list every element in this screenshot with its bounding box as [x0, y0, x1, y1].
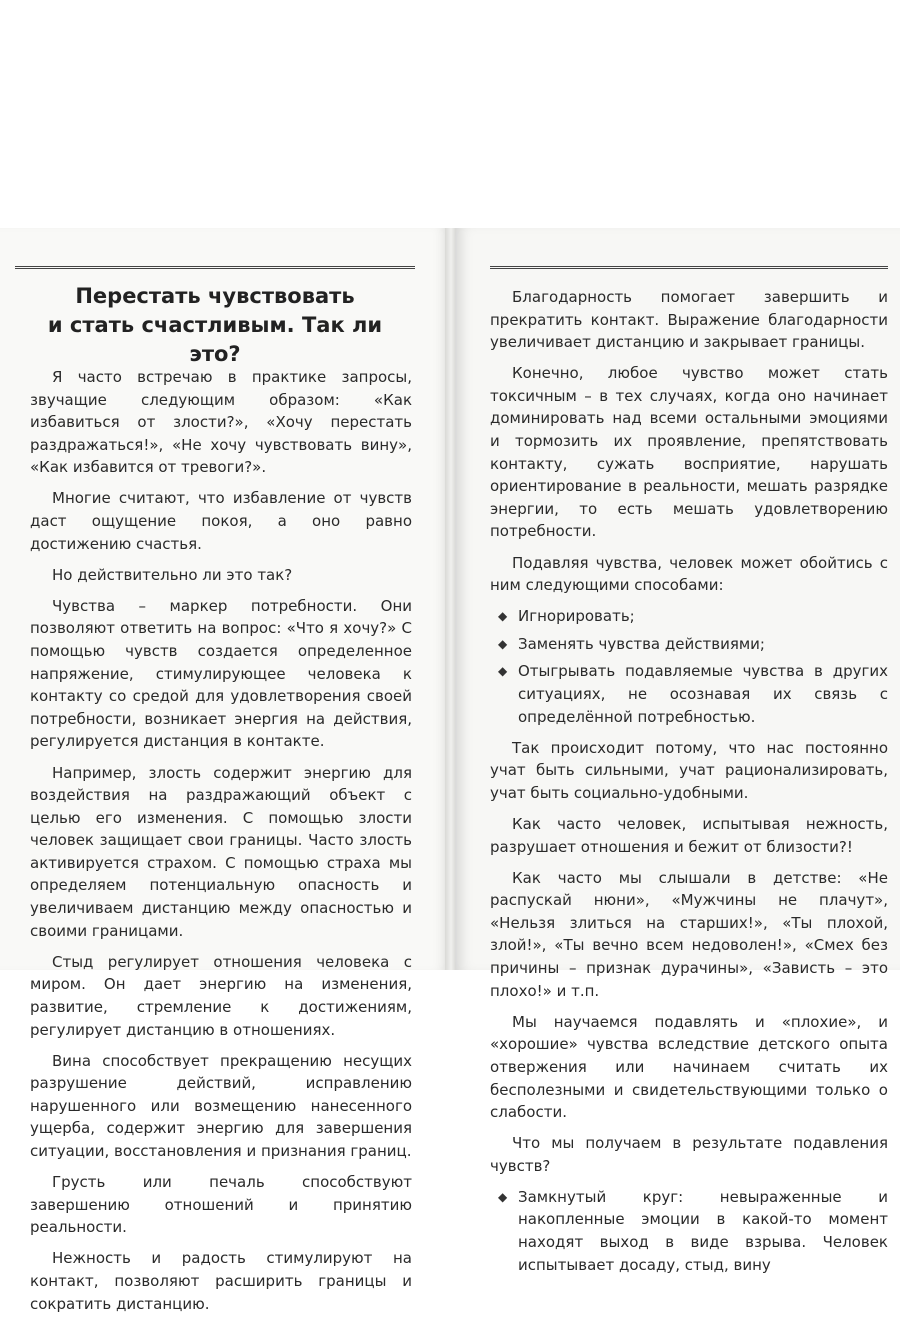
paragraph: Например, злость содержит энергию для воздействия на раздражающий объект с целью его изменения. С помощью злости человек защищает свои границы. Часто злость активируется страхом. С помощью страха мы определяем потенциальную опасность и увеличиваем дистанцию между опасностью и своими границами. — [30, 763, 412, 940]
book-spread — [0, 228, 900, 1313]
chapter-title — [30, 282, 400, 369]
paragraph: Подавляя чувства, человек может обойтись с ним следующими способами: — [490, 553, 888, 595]
right-page — [455, 228, 900, 1274]
list-item — [490, 605, 888, 628]
paragraph: Мы научаемся подавлять и «плохие», и «хорошие» чувства вследствие детского опыта отвержения или начинаем считать их бесполезными и свидетельствующими только о слабости. — [490, 1012, 888, 1122]
paragraph: Чувства – маркер потребности. Они позволяют ответить на вопрос: «Что я хочу?» С помощью чувств создается определенное напряжение, стимулирующее человека к контакту со средой для удовлетворения своей потребности, возникает энергия на действия, регулируется дистанция в контакте. — [30, 596, 412, 751]
diamond-bullet-icon: ◆ — [498, 636, 508, 651]
paragraph: Благодарность помогает завершить и прекратить контакт. Выражение благодарности увеличивает дистанцию и закрывает границы. — [490, 288, 888, 352]
paragraph: Многие считают, что избавление от чувств даст ощущение покоя, а оно равно достижению счастья. — [30, 489, 412, 553]
paragraph: Как часто мы слышали в детстве: «Не распускай нюни», «Мужчины не плачут», «Нельзя злиться на старших!», «Ты плохой, злой!», «Ты вечно всем недоволен!», «Смех без причины – признак дурачины», «Зависть – это плохо!» и т.п. — [490, 868, 888, 1000]
paragraph: Стыд регулирует отношения человека с миром. Он дает энергию на изменения, развитие, стремление к достижениям, регулирует дистанцию в отношениях. — [30, 952, 412, 1039]
paragraph: Нежность и радость стимулируют на контакт, позволяют расширить границы и сократить дистанцию. — [30, 1249, 412, 1313]
list-item-text: Заменять чувства действиями; — [518, 634, 765, 653]
list-item — [490, 1186, 888, 1276]
diamond-bullet-icon: ◆ — [498, 1189, 508, 1204]
left-column — [30, 366, 412, 1324]
paragraph: Как часто человек, испытывая нежность, разрушает отношения и бежит от близости?! — [490, 814, 888, 856]
list-item-text: Замкнутый круг: невыраженные и накопленные эмоции в какой-то момент находят выход в виде взрыва. Человек испытывает досаду, стыд, вину — [518, 1187, 888, 1274]
paragraph: Так происходит потому, что нас постоянно учат быть сильными, учат рационализировать, учат быть социально-удобными. — [490, 738, 888, 802]
paragraph: Что мы получаем в результате подавления чувств? — [490, 1134, 888, 1175]
paragraph: Но действительно ли это так? — [52, 565, 293, 584]
title-line-2: и стать счастливым. Так ли это? — [47, 313, 383, 366]
paragraph: Вина способствует прекращению несущих разрушение действий, исправлению нарушенного или возмещению нанесенного ущерба, содержит энергию для завершения ситуации, восстановления и признания границ. — [30, 1051, 412, 1160]
list-item — [490, 633, 888, 656]
paragraph: Грусть или печаль способствуют завершению отношений и принятию реальности. — [30, 1173, 412, 1237]
left-page — [0, 228, 447, 1313]
paragraph: Я часто встречаю в практике запросы, звучащие следующим образом: «Как избавиться от злости?», «Хочу перестать раздражаться!», «Не хочу чувствовать вину», «Как избавится от тревоги?». — [30, 368, 412, 477]
list-item-text: Игнорировать; — [518, 607, 635, 626]
top-rule-left — [15, 266, 415, 269]
paragraph: Конечно, любое чувство может стать токсичным – в тех случаях, когда оно начинает доминировать над всеми остальными эмоциями и тормозить их проявление, препятствовать контакту, сужать восприятие, нарушать ориентирование в реальности, мешать разрядке энергии, то есть мешать удовлетворению потребности. — [490, 364, 888, 541]
title-line-1: Перестать чувствовать — [75, 284, 355, 308]
list-item — [490, 660, 888, 728]
diamond-bullet-icon: ◆ — [498, 664, 508, 679]
top-rule-right — [490, 266, 888, 269]
diamond-bullet-icon: ◆ — [498, 609, 508, 624]
right-column — [490, 286, 888, 1285]
bullet-list — [490, 605, 888, 728]
bullet-list — [490, 1186, 888, 1276]
list-item-text: Отыгрывать подавляемые чувства в других ситуациях, не осознавая их связь с определённой потребностью. — [518, 662, 888, 726]
